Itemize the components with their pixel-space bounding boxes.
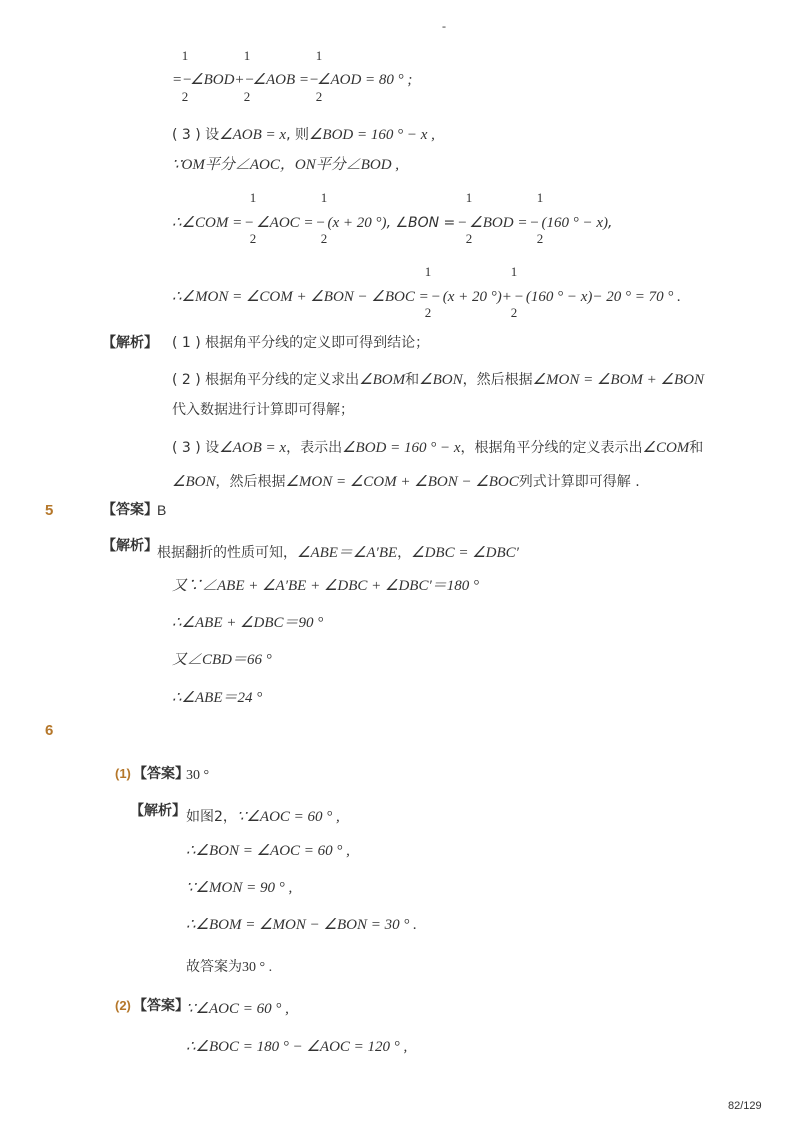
fraction-denominator: 2: [181, 89, 189, 104]
text-fragment: 和: [405, 372, 420, 388]
math-expression: ∠BON: [172, 474, 216, 490]
q5-analysis-line-4: 又∠CBD＝66 °: [172, 652, 272, 668]
sub-question-number: (2): [115, 998, 131, 1013]
analysis-step-1: ( 1 ) 根据角平分线的定义即可得到结论；: [172, 335, 430, 351]
fraction-denominator: 2: [536, 231, 544, 246]
text-fragment: ( 3 ) 设: [172, 440, 220, 456]
fraction-numerator: 1: [243, 48, 251, 63]
answer-value: B: [157, 502, 167, 518]
q6-p2-line-2: ∴∠BOC = 180 ° − ∠AOC = 120 ° ,: [186, 1039, 408, 1055]
analysis-label: 【解析】: [102, 335, 158, 351]
analysis-step-2-cont: 代入数据进行计算即可得解；: [172, 402, 354, 418]
math-expression: − 20 ° = 70 ° .: [592, 289, 681, 305]
math-expression: ∠AOD = 80 ° ;: [317, 72, 413, 88]
sub-question-number: (1): [115, 766, 131, 781]
fraction-numerator: 1: [424, 264, 432, 279]
q6-analysis-line-5: [186, 956, 272, 976]
math-expression: ∵∠AOC = 60 ° ,: [236, 809, 340, 825]
fraction-numerator: 1: [536, 190, 544, 205]
math-expression: ∠BOD = 160 ° − x: [342, 440, 461, 456]
question-number: 6: [45, 722, 54, 739]
analysis-label: 【解析】: [102, 538, 158, 554]
fraction-numerator: 1: [465, 190, 473, 205]
fraction-denominator: 2: [249, 231, 257, 246]
fraction-denominator: 2: [320, 231, 328, 246]
answer-value: 30 °: [186, 768, 210, 783]
math-expression: , ∠BON =: [386, 215, 456, 231]
math-expression: ∠BON: [419, 372, 463, 388]
text-fragment: ，表示出: [286, 440, 343, 456]
text-fragment: 根据翻折的性质可知，: [157, 545, 297, 561]
header-mark: -: [442, 19, 446, 33]
fraction-numerator: 1: [315, 48, 323, 63]
text-fragment: ，然后根据: [462, 372, 533, 388]
q5-analysis-line-1: [157, 541, 519, 562]
math-expression: ∠BOD =: [469, 215, 528, 231]
answer-label: 【答案】: [102, 502, 158, 518]
question-number: 5: [45, 502, 54, 519]
math-expression: ∴∠MON = ∠COM + ∠BON − ∠BOC =: [172, 289, 429, 305]
math-expression: (160 ° − x): [525, 289, 593, 305]
math-expression: (x + 20 °): [442, 289, 502, 305]
text-fragment: ( 2 ) 根据角平分线的定义求出: [172, 372, 360, 388]
step-label: ( 3 ) 设: [172, 127, 220, 143]
text-fragment: ，然后根据: [215, 474, 286, 490]
step-3-setup: [172, 124, 435, 144]
math-expression: ∠COM: [642, 440, 690, 456]
fraction-denominator: 2: [243, 89, 251, 104]
fraction-numerator: 1: [249, 190, 257, 205]
math-expression: ∠AOB = x: [219, 127, 287, 143]
equals-sign: =: [172, 72, 183, 88]
math-expression: (x + 20 °): [327, 215, 387, 231]
math-expression: (160 ° − x): [541, 215, 608, 231]
math-expression: ∠AOB =: [252, 72, 310, 88]
q6-analysis-line-4: ∴∠BOM = ∠MON − ∠BON = 30 ° .: [186, 917, 417, 933]
math-expression: ∠ABE＝∠A′BE: [297, 545, 398, 561]
math-expression: ∴∠COM =: [172, 215, 243, 231]
math-expression: ∠MON = ∠COM + ∠BON − ∠BOC: [285, 474, 519, 490]
text-fragment: 列式计算即可得解 .: [518, 474, 640, 490]
text-fragment: 和: [689, 440, 704, 456]
fraction-denominator: 2: [424, 305, 432, 320]
math-expression: ∠AOB = x: [219, 440, 287, 456]
q6-p2-line-1: ∵∠AOC = 60 ° ,: [186, 1001, 289, 1017]
analysis-step-3: [172, 437, 703, 457]
fraction-denominator: 2: [510, 305, 518, 320]
fraction-numerator: 1: [510, 264, 518, 279]
q5-analysis-line-2: 又∵∠ABE + ∠A′BE + ∠DBC + ∠DBC′＝180 °: [172, 578, 479, 594]
math-expression: ∠BOM: [359, 372, 406, 388]
text-fragment: ,: [607, 215, 613, 231]
math-expression: ∠AOC =: [256, 215, 314, 231]
analysis-label: 【解析】: [130, 803, 186, 819]
text-fragment: 如图2，: [186, 809, 237, 825]
q6-analysis-line-3: ∵∠MON = 90 ° ,: [186, 880, 293, 896]
text-fragment: 故答案为: [186, 959, 242, 975]
math-expression: ∠MON = ∠BOM + ∠BON: [532, 372, 704, 388]
q5-analysis-line-5: ∴∠ABE＝24 °: [172, 690, 263, 706]
fraction-denominator: 2: [465, 231, 473, 246]
fraction-denominator: 2: [315, 89, 323, 104]
fraction-numerator: 1: [181, 48, 189, 63]
answer-label: 【答案】: [133, 998, 189, 1014]
text-fragment: ，根据角平分线的定义表示出: [460, 440, 643, 456]
math-expression: ∠BOD+: [190, 72, 245, 88]
q6-analysis-line-1: [186, 806, 340, 826]
math-expression: ∠BOD = 160 ° − x ,: [308, 127, 435, 143]
bisector-statement: ∵OM平分∠AOC，ON平分∠BOD ,: [172, 157, 400, 173]
q6-analysis-line-2: ∴∠BON = ∠AOC = 60 ° ,: [186, 843, 350, 859]
math-expression: ∠DBC = ∠DBC′: [411, 545, 519, 561]
math-expression: 30 ° .: [242, 960, 273, 975]
analysis-step-2: [172, 369, 704, 389]
page-number: 82/129: [728, 1100, 762, 1112]
text-fragment: , 则: [286, 127, 309, 143]
fraction-numerator: 1: [320, 190, 328, 205]
math-expression: +: [501, 289, 512, 305]
analysis-step-3-cont: [172, 471, 640, 491]
answer-label: 【答案】: [133, 766, 189, 782]
text-fragment: ，: [397, 545, 412, 561]
q5-analysis-line-3: ∴∠ABE + ∠DBC＝90 °: [172, 615, 324, 631]
